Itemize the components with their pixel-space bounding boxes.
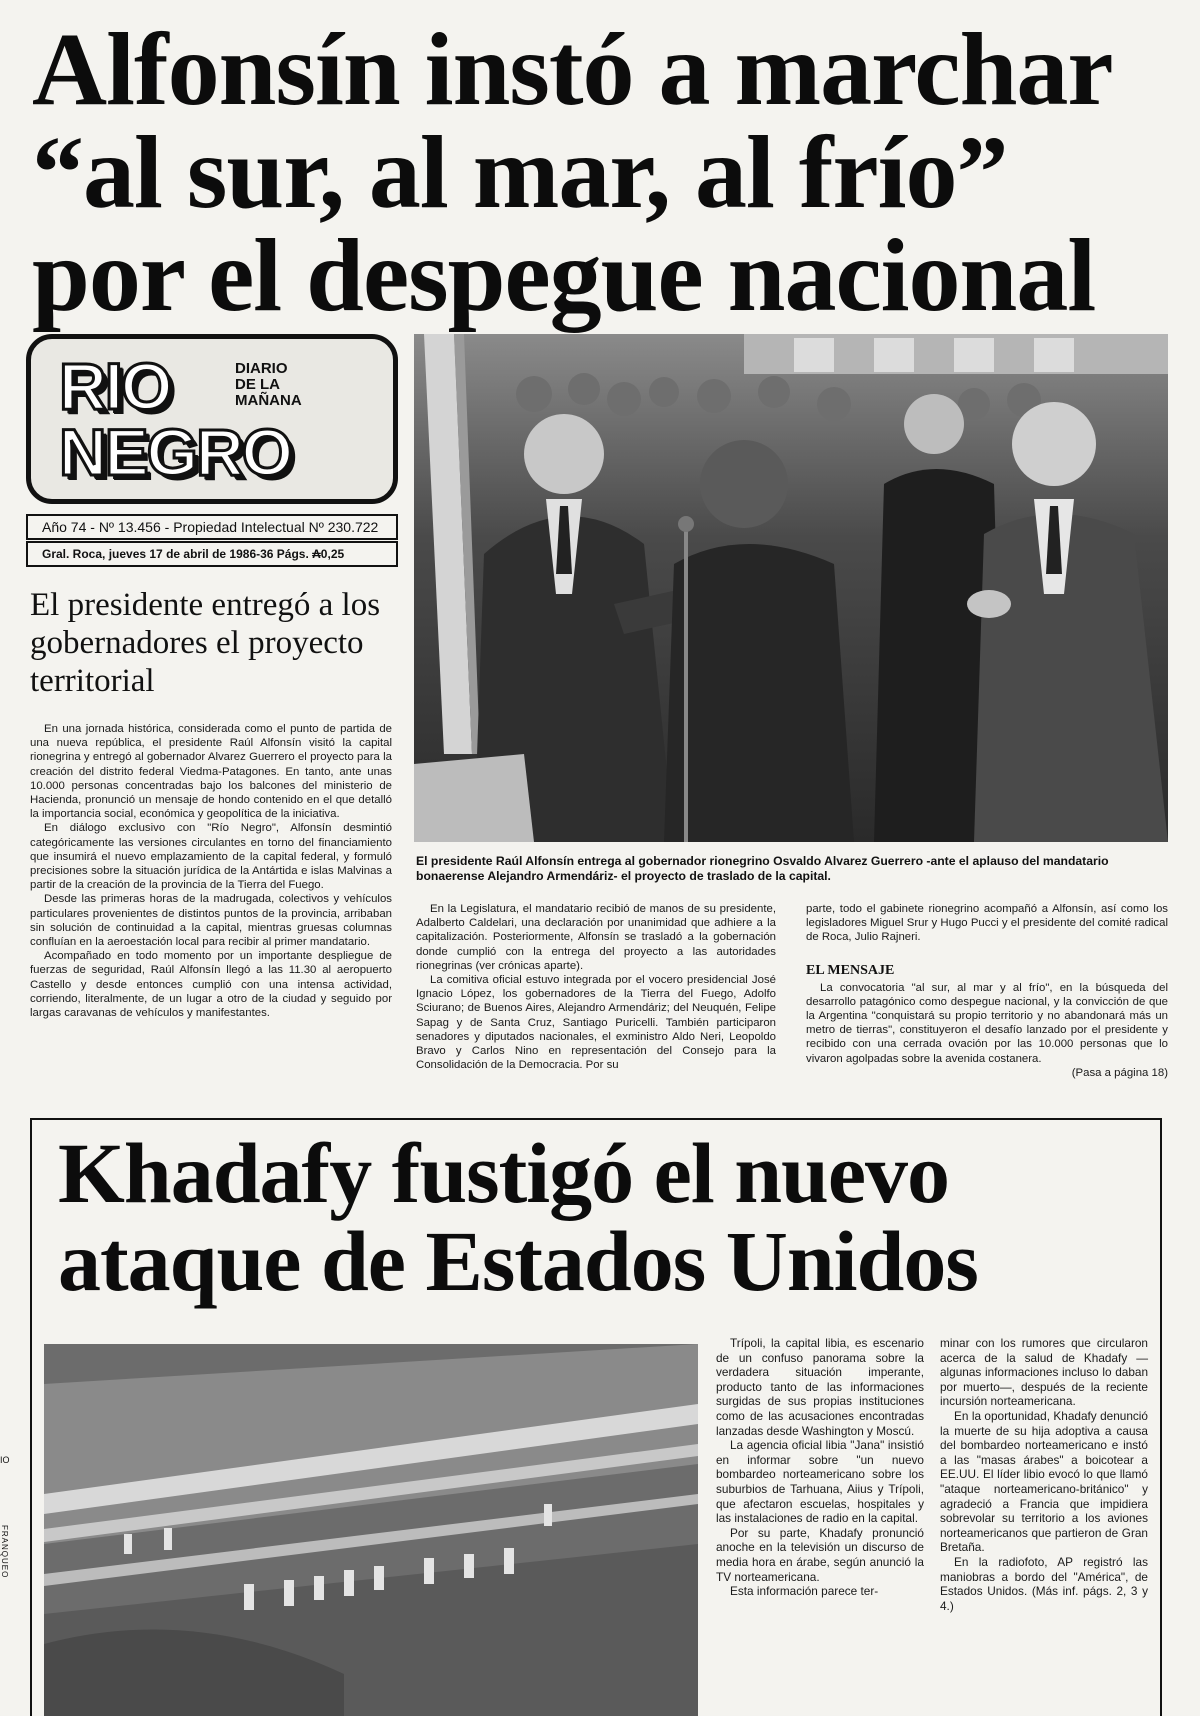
khadafy-column-2: [940, 1336, 1148, 1613]
khadafy-photo: [44, 1344, 698, 1716]
edge-mark-1: IO: [0, 1455, 10, 1465]
article-paragraph: La agencia oficial libia "Jana" insistió en informar sobre "un nuevo bombardeo norteamericano sobre los suburbios de Tarhuana, Aiius y Trípoli, que afectaron escuelas, hospitales y las instalaciones de radio en la capital.: [716, 1438, 924, 1526]
edge-mark-2: FRANQUEO: [0, 1525, 9, 1579]
masthead-tagline-2: DE LA: [235, 376, 280, 393]
khadafy-column-1: [716, 1336, 924, 1599]
article-paragraph: En diálogo exclusivo con "Río Negro", Alfonsín desmintió categóricamente las versiones circulantes en torno del financiamiento que insumirá el nuevo emplazamiento de la capital federal, y formuló precisiones sobre la situación jurídica de la Antártida e islas Malvinas a partir de la creación de la provincia de la Tierra del Fuego.: [30, 822, 392, 892]
article-paragraph: En la oportunidad, Khadafy denunció la muerte de su hija adoptiva a causa del bombardeo norteamericano e instó a las "masas árabes" a boicotear a EE.UU. El líder libio evocó lo que llamó "ataque norteamericano-británico" y agradeció a Francia que impidiera sobrevolar su territorio a los aviones norteamericanos que partieron de Gran Bretaña.: [940, 1408, 1148, 1555]
handshake-photo-illustration: [414, 334, 1168, 842]
khadafy-headline-line-2: ataque de Estados Unidos: [58, 1213, 978, 1309]
issue-info: Año 74 - Nº 13.456 - Propiedad Intelectual Nº 230.722: [26, 514, 398, 540]
article-paragraph: minar con los rumores que circularon acerca de la salud de Khadafy —algunas informaciones incluso lo daban por muerto—, después de la reciente incursión norteamericana.: [940, 1336, 1148, 1409]
article-paragraph: Esta información parece ter-: [730, 1584, 879, 1599]
main-headline: [32, 12, 1172, 333]
article-paragraph: La convocatoria "al sur, al mar y al frío", en la búsqueda del desarrollo patagónico como despegue nacional, y la convicción de que la Argentina "conquistará su propio territorio y no abandonará más un metro de tierras", constituyeron el desafío lanzado por el presidente y recibido con una cerrada ovación por las 10.000 personas que lo vivaron agolpadas sobre la avenida costanera.: [806, 981, 1168, 1065]
date-price-info: Gral. Roca, jueves 17 de abril de 1986-36 Págs. ₳0,25: [26, 541, 398, 567]
main-headline-line-1: Alfonsín instó a marchar: [32, 12, 1113, 127]
continued-note: (Pasa a página 18): [1071, 1066, 1168, 1079]
left-edge-mark: [0, 1455, 14, 1695]
article-paragraph: parte, todo el gabinete rionegrino acompañó a Alfonsín, así como los legisladores Miguel Srur y Hugo Pucci y el presidente del comité radical de Roca, Julio Rajneri.: [806, 903, 1168, 944]
article-column-2: [416, 902, 776, 1072]
article-paragraph: En la Legislatura, el mandatario recibió de manos de su presidente, Adalberto Caldelari, una declaración por unanimidad que adhiere a la capitalización. Posteriormente, Alfonsín se trasladó a la gobernación donde cumplió con la entrega del proyecto a las autoridades rionegrinas (ver crónicas aparte).: [416, 903, 776, 972]
article-paragraph: Trípoli, la capital libia, es escenario de un confuso panorama sobre la verdadera situación imperante, producto tanto de las informaciones surgidas de sus propias instituciones como de las acusaciones encontradas lanzadas desde Washington y Moscú.: [716, 1336, 924, 1438]
masthead-tagline-1: DIARIO: [235, 360, 288, 377]
section-title-el-mensaje: EL MENSAJE: [806, 963, 895, 978]
main-headline-line-2: “al sur, al mar, al frío”: [32, 115, 1008, 230]
article-paragraph: Acompañado en todo momento por un importante despliegue de fuerzas de seguridad, Raúl Alfonsín llegó a las 11.30 al aeropuerto Castello y desde entonces cumplió con una intensa actividad, corriendo, literalmente, de un lugar a otro de la ciudad y seguido por largas caravanas de vehículos y manifestantes.: [30, 950, 392, 1020]
article-column-3: [806, 902, 1168, 1080]
masthead-logo: [26, 334, 398, 504]
article-paragraph: Por su parte, Khadafy pronunció anoche en la televisión un discurso de media hora en árabe, según anunció la TV norteamericana.: [716, 1525, 924, 1584]
main-headline-line-3: por el despegue nacional: [32, 218, 1096, 333]
main-photo-caption: El presidente Raúl Alfonsín entrega al gobernador rionegrino Osvaldo Alvarez Guerrero -ante el aplauso del mandatario bonaerense Alejandro Armendáriz- el proyecto de traslado de la capital.: [416, 854, 1109, 883]
khadafy-headline: [58, 1125, 1158, 1309]
article-paragraph: La comitiva oficial estuvo integrada por el vocero presidencial José Ignacio López, los gobernadores de la Tierra del Fuego, Adolfo Sciurano; de Buenos Aires, Alejandro Armendáriz; del Neuquén, Felipe Sapag y de Santa Cruz, Santiago Puricelli. También participaron senadores y diputados nacionales, el exministro Aldo Neri, Leopoldo Bravo y Carlos Nino en representación del Consejo para la Consolidación de la Democracia. Por su: [416, 974, 776, 1072]
main-photo: [414, 334, 1168, 842]
khadafy-headline-line-1: Khadafy fustigó el nuevo: [58, 1125, 950, 1221]
aircraft-carrier-deck-illustration: [44, 1344, 698, 1716]
masthead-name-line-2: NEGRO: [59, 415, 292, 489]
article-paragraph: En una jornada histórica, considerada como el punto de partida de una nueva república, el presidente Raúl Alfonsín visitó la capital rionegrina y entregó al gobernador Alvarez Guerrero el proyecto para la creación del distrito federal Viedma-Patagones. En tanto, ante unas 10.000 personas concentradas bajo los balcones del ministerio de Hacienda, pronunció un mensaje de hondo contenido en el que detalló la importancia social, económica y geopolítica de la iniciativa.: [30, 723, 392, 821]
masthead-name-line-1: RIO: [59, 349, 171, 423]
article-subheadline: El presidente entregó a los gobernadores el proyecto territorial: [30, 587, 381, 699]
article-paragraph: En la radiofoto, AP registró las maniobras a bordo del "América", de Estados Unidos. (Más inf. págs. 2, 3 y 4.): [940, 1554, 1148, 1613]
article-column-1: [30, 722, 392, 1020]
article-paragraph: Desde las primeras horas de la madrugada, colectivos y vehículos particulares provenientes de distintos puntos de la provincia, arribaban sin solución de continuidad a la capital, mientras gruesas columnas confluían en la aeroestación local para recibir al primer mandatario.: [30, 893, 392, 949]
masthead-tagline-3: MAÑANA: [235, 392, 302, 409]
